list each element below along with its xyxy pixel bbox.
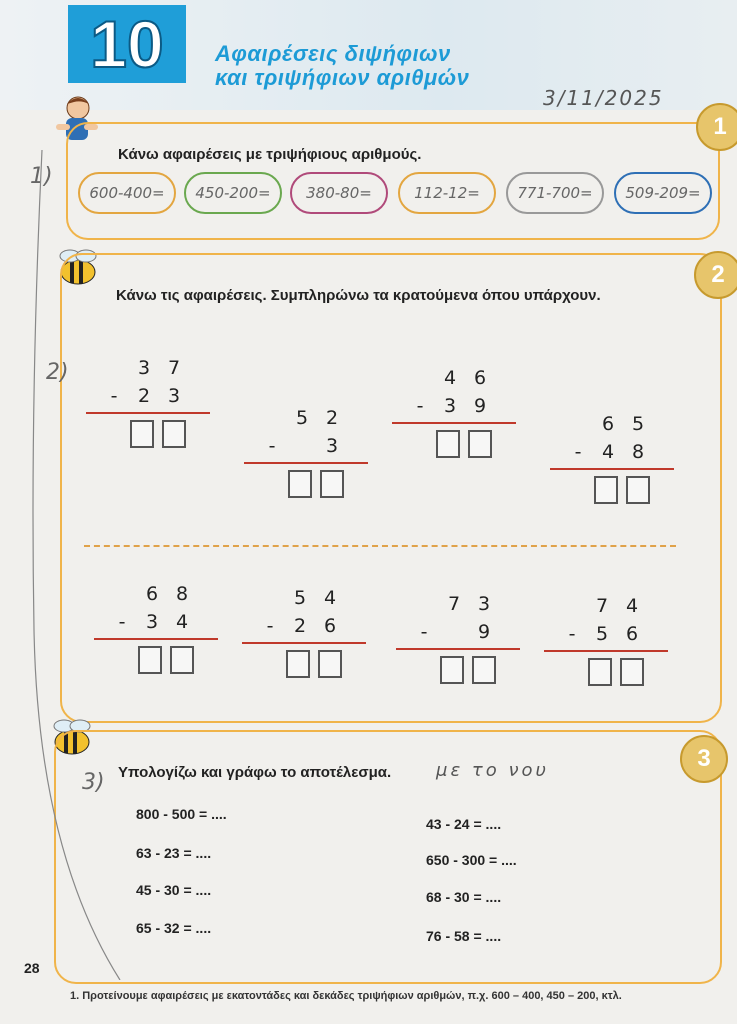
lesson-number: 10 [68,5,186,83]
minus-sign: - [420,621,428,643]
pencil-margin-line [20,150,130,980]
answer-box-units[interactable] [620,658,644,686]
answer-box-units[interactable] [472,656,496,684]
minus-sign: - [416,395,424,417]
answer-box-tens[interactable] [436,430,460,458]
minus-sign: - [568,623,576,645]
minus-sign: - [266,615,274,637]
minus-sign: - [110,385,118,407]
minuend-units: 5 [631,413,645,435]
minuend-tens: 7 [447,593,461,615]
subtraction-pill-2: 450-200= [184,172,282,214]
answer-line [550,468,674,470]
subtrahend-tens: 2 [137,385,151,407]
answer-line [396,648,520,650]
subtrahend-units: 6 [625,623,639,645]
answer-box-units[interactable] [162,420,186,448]
equation-right-4: 76 - 58 = .... [426,928,502,944]
subtrahend-units: 4 [175,611,189,633]
subtraction-problem-8 [544,592,668,652]
subtrahend-units: 6 [323,615,337,637]
subtrahend-tens: 3 [443,395,457,417]
subtrahend-units: 9 [473,395,487,417]
footnote: 1. Προτείνουμε αφαιρέσεις με εκατοντάδες και δεκάδες τριψήφιων αριθμών, π.χ. 600 – 400, 450 – 200, κτλ. [70,990,622,1002]
answer-box-units[interactable] [318,650,342,678]
answer-line [242,642,366,644]
handwritten-note: με το νου [436,760,549,781]
minuend-tens: 7 [595,595,609,617]
minuend-tens: 3 [137,357,151,379]
minus-sign: - [574,441,582,463]
lesson-title-line2: και τριψήφιων αριθμών [215,65,470,90]
minus-sign: - [268,435,276,457]
answer-box-tens[interactable] [594,476,618,504]
subtraction-pill-4: 112-12= [398,172,496,214]
answer-line [392,422,516,424]
subtrahend-tens: 2 [293,615,307,637]
divider-dashed [84,545,676,547]
answer-box-tens[interactable] [130,420,154,448]
answer-box-units[interactable] [468,430,492,458]
exercise-2-margin-mark: 2) [46,360,69,385]
equation-left-3: 45 - 30 = .... [136,882,212,898]
minuend-units: 6 [473,367,487,389]
exercise-1-instruction: Κάνω αφαιρέσεις με τριψήφιους αριθμούς. [118,146,422,163]
exercise-3-margin-mark: 3) [82,770,105,795]
minuend-tens: 4 [443,367,457,389]
answer-box-units[interactable] [320,470,344,498]
subtraction-pill-3: 380-80= [290,172,388,214]
subtrahend-units: 9 [477,621,491,643]
subtraction-problem-2 [244,404,368,464]
page-number: 28 [24,960,40,976]
subtraction-pill-5: 771-700= [506,172,604,214]
subtraction-problem-4 [550,410,674,470]
minuend-tens: 5 [295,407,309,429]
answer-box-tens[interactable] [138,646,162,674]
equation-left-4: 65 - 32 = .... [136,920,212,936]
subtrahend-tens: 5 [595,623,609,645]
minuend-tens: 5 [293,587,307,609]
minuend-units: 8 [175,583,189,605]
answer-box-tens[interactable] [588,658,612,686]
subtrahend-units: 3 [167,385,181,407]
minus-sign: - [118,611,126,633]
subtraction-problem-7 [396,590,520,650]
answer-box-tens[interactable] [288,470,312,498]
exercise-2-instruction: Κάνω τις αφαιρέσεις. Συμπληρώνω τα κρατούμενα όπου υπάρχουν. [116,287,601,304]
answer-box-tens[interactable] [286,650,310,678]
subtraction-problem-3 [392,364,516,424]
answer-box-tens[interactable] [440,656,464,684]
subtraction-problem-6 [242,584,366,644]
answer-box-units[interactable] [170,646,194,674]
handwritten-date: 3/11/2025 [543,86,664,110]
exercise-3-instruction: Υπολογίζω και γράφω το αποτέλεσμα. [118,764,392,781]
exercise-3-badge: 3 [680,735,728,783]
lesson-title-line1: Αφαιρέσεις διψήφιων [215,41,451,66]
minuend-units: 4 [323,587,337,609]
equation-right-2: 650 - 300 = .... [426,852,517,868]
subtrahend-units: 8 [631,441,645,463]
minuend-tens: 6 [601,413,615,435]
minuend-units: 7 [167,357,181,379]
subtrahend-units: 3 [325,435,339,457]
subtrahend-tens: 3 [145,611,159,633]
answer-box-units[interactable] [626,476,650,504]
equation-left-2: 63 - 23 = .... [136,845,212,861]
minuend-units: 3 [477,593,491,615]
equation-right-1: 43 - 24 = .... [426,816,502,832]
exercise-2-badge: 2 [694,251,737,299]
minuend-tens: 6 [145,583,159,605]
answer-line [244,462,368,464]
answer-line [544,650,668,652]
lesson-title [215,42,469,90]
exercise-1-badge: 1 [696,103,737,151]
exercise-1-margin-mark: 1) [30,164,53,189]
subtraction-pill-6: 509-209= [614,172,712,214]
minuend-units: 4 [625,595,639,617]
subtraction-pill-1: 600-400= [78,172,176,214]
minuend-units: 2 [325,407,339,429]
equation-right-3: 68 - 30 = .... [426,889,502,905]
subtrahend-tens: 4 [601,441,615,463]
equation-left-1: 800 - 500 = .... [136,806,227,822]
